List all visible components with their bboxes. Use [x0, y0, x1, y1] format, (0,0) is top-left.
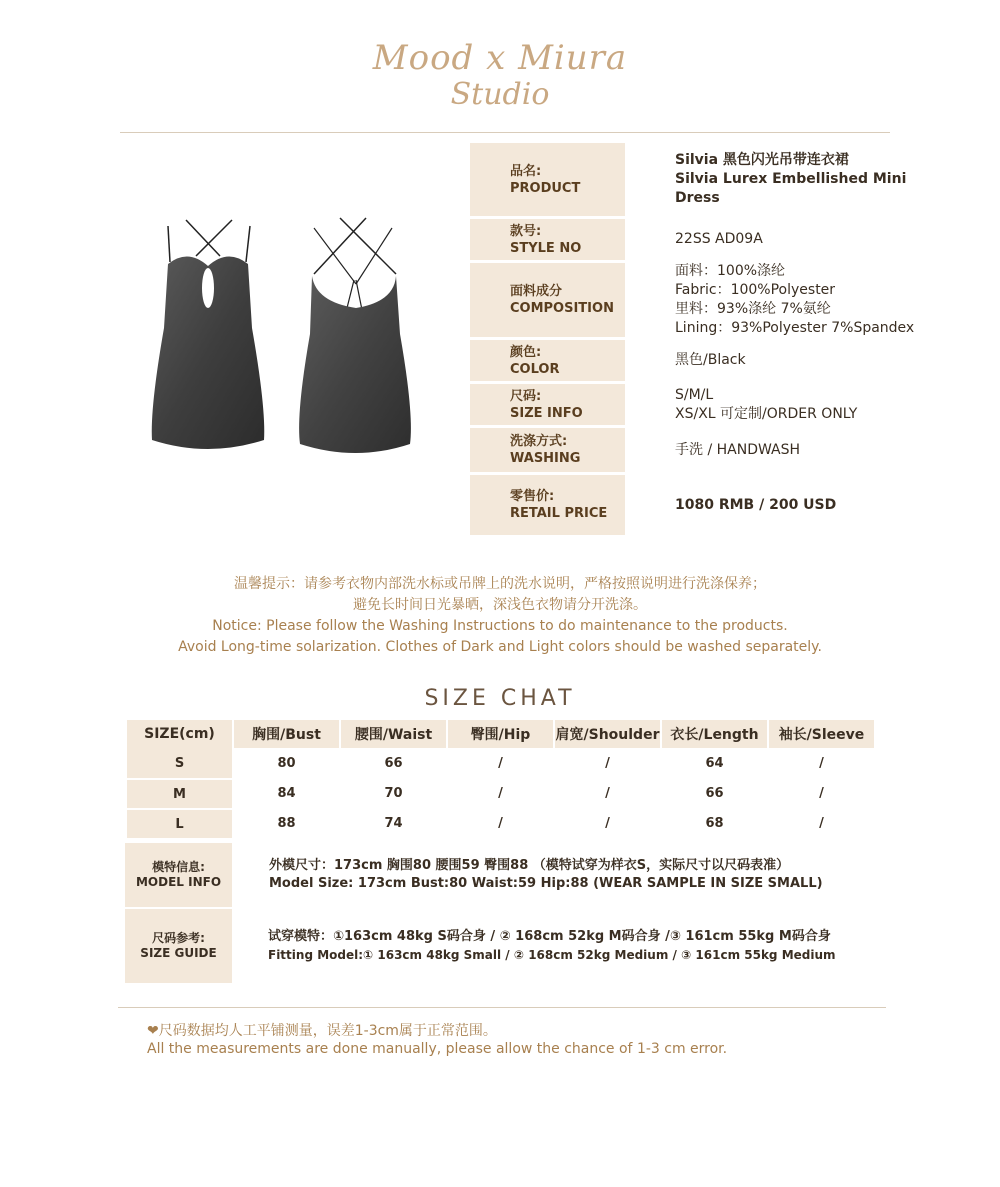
label-en: COLOR: [510, 361, 560, 377]
table-cell: /: [605, 815, 610, 831]
header-cell: 衣长/Length: [662, 720, 767, 748]
model-info-label: [125, 843, 232, 907]
label-cn: 颜色:: [510, 344, 542, 360]
table-cell: /: [819, 755, 824, 771]
brand-line1: Mood x Miura: [372, 38, 628, 78]
value-line: 面料：100%涤纶: [675, 263, 786, 279]
info-row-size: [470, 384, 930, 425]
label-en: SIZE INFO: [510, 405, 583, 421]
value-line: Lining：93%Polyester 7%Spandex: [675, 320, 915, 336]
table-cell: 66: [705, 785, 724, 801]
notice-line: 避免长时间日光暴晒，深浅色衣物请分开洗涤。: [353, 597, 647, 613]
value-line: S/M/L: [675, 386, 714, 403]
label-cn: 款号:: [510, 223, 542, 239]
size-chart-title: SIZE CHAT: [424, 686, 576, 711]
info-value: [625, 428, 930, 472]
label-en: STYLE NO: [510, 240, 582, 256]
table-cell: 64: [705, 755, 724, 771]
value-line: XS/XL 可定制/ORDER ONLY: [675, 405, 858, 422]
table-cell: 80: [277, 755, 296, 771]
label-cn: 面料成分: [510, 284, 563, 299]
info-value: [625, 475, 930, 535]
footnote-line: ❤尺码数据均人工平铺测量，误差1-3cm属于正常范围。: [147, 1023, 497, 1039]
size-chart-header-row: [127, 720, 874, 748]
label-en: PRODUCT: [510, 180, 581, 196]
dress-back-image: [296, 214, 416, 458]
brand-logo: [370, 38, 630, 118]
size-guide-line: 试穿模特：①163cm 48kg S码合身 / ② 168cm 52kg M码合身 /③ 161cm 55kg M码合身: [268, 929, 831, 944]
info-label: [470, 428, 625, 472]
header-cell: 腰围/Waist: [341, 720, 446, 748]
table-row: [127, 748, 874, 778]
label-cn: 尺码:: [510, 388, 542, 404]
info-row-color: [470, 340, 930, 381]
info-label: [470, 340, 625, 381]
label-cn: 模特信息:: [152, 860, 205, 874]
table-row: [127, 808, 874, 838]
info-row-product: [470, 143, 930, 216]
info-row-style-no: [470, 219, 930, 260]
info-value: [625, 143, 930, 216]
table-cell: 66: [384, 755, 403, 771]
table-cell: 70: [384, 785, 403, 801]
value-line: 22SS AD09A: [675, 231, 763, 247]
notice-line: Avoid Long-time solarization. Clothes of Dark and Light colors should be washed separately.: [178, 639, 822, 655]
size-chart-table: [125, 720, 876, 838]
size-guide-text: [232, 909, 877, 983]
row-label: M: [127, 778, 232, 808]
table-cell: /: [819, 785, 824, 801]
dress-front-image: [148, 218, 268, 454]
info-label: [470, 475, 625, 535]
label-cn: 洗涤方式:: [510, 434, 568, 449]
value-line: Silvia 黑色闪光吊带连衣裙: [675, 152, 849, 168]
model-info-line: Model Size: 173cm Bust:80 Waist:59 Hip:88 (WEAR SAMPLE IN SIZE SMALL): [269, 876, 823, 891]
label-cn: 品名:: [510, 163, 542, 179]
header-cell: 胸围/Bust: [234, 720, 339, 748]
table-cell: /: [498, 785, 503, 801]
top-divider: [120, 132, 890, 133]
table-cell: /: [605, 755, 610, 771]
label-en: RETAIL PRICE: [510, 506, 608, 521]
table-cell: /: [605, 785, 610, 801]
notice-line: Notice: Please follow the Washing Instructions to do maintenance to the products.: [212, 618, 788, 634]
value-line: Dress: [675, 190, 720, 206]
label-en: MODEL INFO: [135, 875, 222, 889]
info-row-washing: [470, 428, 930, 472]
table-cell: /: [498, 815, 503, 831]
model-info-text: [232, 843, 877, 907]
table-cell: 88: [277, 815, 296, 831]
value-line: Silvia Lurex Embellished Mini: [675, 171, 907, 187]
table-cell: /: [819, 815, 824, 831]
row-label: L: [127, 808, 232, 838]
label-en: SIZE GUIDE: [140, 946, 217, 960]
info-row-price: [470, 475, 930, 535]
info-label: [470, 143, 625, 216]
value-line: 手洗 / HANDWASH: [675, 441, 801, 458]
info-row-composition: [470, 263, 930, 337]
row-label: S: [127, 748, 232, 778]
brand-line2: Studio: [450, 77, 550, 112]
label-cn: 尺码参考:: [152, 931, 205, 945]
label-en: COMPOSITION: [510, 301, 614, 316]
size-guide-row: [125, 909, 877, 983]
model-info-line: 外模尺寸：173cm 胸围80 腰围59 臀围88 （模特试穿为样衣S，实际尺寸以尺码表准）: [269, 858, 790, 873]
info-value: [625, 340, 930, 381]
header-cell: 袖长/Sleeve: [769, 720, 874, 748]
size-guide-label: [125, 909, 232, 983]
info-value: [625, 263, 930, 337]
model-info-row: [125, 843, 877, 907]
table-cell: 84: [277, 785, 296, 801]
value-line: 里料：93%涤纶 7%氨纶: [675, 301, 831, 317]
label-cn: 零售价:: [510, 489, 555, 504]
info-value: [625, 219, 930, 260]
header-cell: SIZE(cm): [127, 720, 232, 748]
value-line: 1080 RMB / 200 USD: [675, 496, 837, 513]
header-cell: 臀围/Hip: [448, 720, 553, 748]
washing-notice: [0, 574, 1000, 658]
value-line: 黑色/Black: [675, 352, 746, 368]
label-en: WASHING: [510, 451, 581, 466]
measurement-footnote: [147, 1022, 727, 1058]
info-label: [470, 263, 625, 337]
info-label: [470, 219, 625, 260]
notice-line: 温馨提示：请参考衣物内部洗水标或吊牌上的洗水说明，严格按照说明进行洗涤保养；: [234, 576, 766, 592]
table-cell: 68: [705, 815, 724, 831]
size-guide-line: Fitting Model:① 163cm 48kg Small / ② 168cm 52kg Medium / ③ 161cm 55kg Medium: [268, 948, 836, 962]
bottom-divider: [118, 1007, 886, 1008]
table-cell: 74: [384, 815, 403, 831]
table-cell: /: [498, 755, 503, 771]
header-cell: 肩宽/Shoulder: [555, 720, 660, 748]
value-line: Fabric：100%Polyester: [675, 282, 836, 298]
footnote-line: All the measurements are done manually, please allow the chance of 1-3 cm error.: [147, 1041, 728, 1057]
table-row: [127, 778, 874, 808]
info-value: [625, 384, 930, 425]
info-label: [470, 384, 625, 425]
